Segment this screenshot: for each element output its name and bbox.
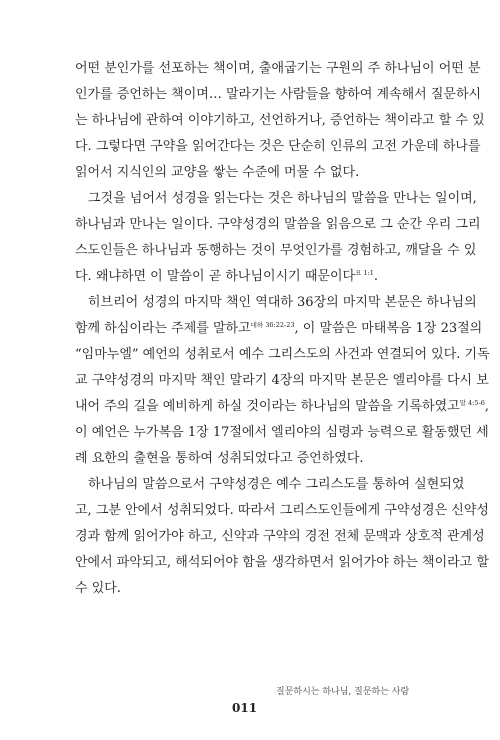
scripture-reference: 요 1:1 <box>355 269 374 277</box>
text-line <box>75 394 489 420</box>
text-line: 교 구약성경의 마지막 책인 말라기 4장의 마지막 본문은 엘리야를 다시 보 <box>75 373 489 388</box>
running-footer-title: 질문하시는 하나님, 질문하는 사람 <box>276 687 410 697</box>
text-line: 안에서 파악되고, 해석되어야 함을 생각하면서 읽어가야 하는 책이라고 할 <box>75 555 489 570</box>
text-line <box>75 316 483 342</box>
paragraph-4 <box>75 472 489 602</box>
paragraph-3 <box>75 290 490 472</box>
text-line: 수 있다. <box>75 581 121 596</box>
line-text: , 이 말씀은 마태복음 1장 23절의 <box>294 321 483 336</box>
line-text: 내어 주의 길을 예비하게 하실 것이라는 하나님의 말씀을 기록하였고 <box>75 399 460 414</box>
scripture-reference: 말 4:5-6 <box>459 399 485 407</box>
paragraph-1 <box>75 56 485 186</box>
text-line: 히브리어 성경의 마지막 책인 역대하 36장의 마지막 본문은 하나님의 <box>88 295 477 310</box>
text-line: 그것을 넘어서 성경을 읽는다는 것은 하나님의 말씀을 만나는 일이며, <box>88 191 477 206</box>
line-text: . <box>373 269 379 284</box>
text-line: 하나님과 만나는 일이다. 구약성경의 말씀을 읽음으로 그 순간 우리 그리 <box>75 217 481 232</box>
text-line: 읽어서 지식인의 교양을 쌓는 수준에 머물 수 없다. <box>75 165 360 180</box>
page-number: 011 <box>232 701 258 715</box>
paragraph-2 <box>75 186 481 290</box>
text-line: 어떤 분인가를 선포하는 책이며, 출애굽기는 구원의 주 하나님이 어떤 분 <box>75 61 481 76</box>
text-line: “임마누엘” 예언의 성취로서 예수 그리스도의 사건과 연결되어 있다. 기독 <box>75 347 490 362</box>
line-text: , <box>484 399 489 414</box>
text-line: 다. 그렇다면 구약을 읽어간다는 것은 단순히 인류의 고전 가운데 하나를 <box>75 139 481 154</box>
text-line: 는 하나님에 관하여 이야기하고, 선언하거나, 증언하는 책이라고 할 수 있 <box>75 113 485 128</box>
text-line: 스도인들은 하나님과 동행하는 것이 무엇인가를 경험하고, 깨달을 수 있 <box>75 243 477 258</box>
text-line: 하나님의 말씀으로서 구약성경은 예수 그리스도를 통하여 실현되었 <box>88 477 465 492</box>
text-line: 고, 그분 안에서 성취되었다. 따라서 그리스도인들에게 구약성경은 신약성 <box>75 503 489 518</box>
text-line: 인가를 증언하는 책이며… 말라기는 사람들을 향하여 계속해서 질문하시 <box>75 87 482 102</box>
text-line <box>75 264 447 290</box>
scripture-reference: 대하 36:22-23 <box>250 321 295 329</box>
line-text: 다. 왜냐하면 이 말씀이 곧 하나님이시기 때문이다 <box>75 269 356 284</box>
text-line: 경과 함께 읽어가야 하고, 신약과 구약의 경전 전체 문맥과 상호적 관계성 <box>75 529 485 544</box>
body-text <box>75 56 490 602</box>
line-text: 함께 하심이라는 주제를 말하고 <box>75 321 251 336</box>
text-line: 이 예언은 누가복음 1장 17절에서 엘리야의 심령과 능력으로 활동했던 세 <box>75 425 489 440</box>
text-line: 례 요한의 출현을 통하여 성취되었다고 증언하였다. <box>75 451 364 466</box>
